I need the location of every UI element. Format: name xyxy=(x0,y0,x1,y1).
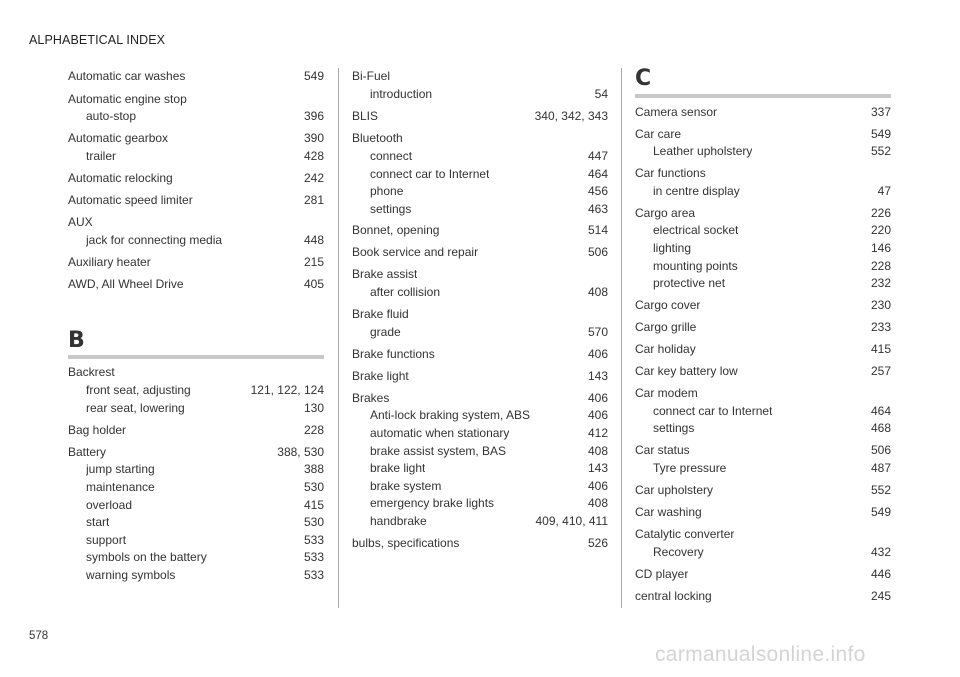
index-subentry xyxy=(653,420,891,436)
entry-page-ref[interactable]: 570 xyxy=(587,325,608,339)
entry-page-ref[interactable]: 230 xyxy=(870,298,891,312)
entry-term: maintenance xyxy=(86,480,155,494)
entry-page-ref[interactable]: 487 xyxy=(870,461,891,475)
entry-term: handbrake xyxy=(370,514,427,528)
index-entry xyxy=(635,319,891,335)
entry-term: Bi-Fuel xyxy=(352,69,391,83)
entry-term: symbols on the battery xyxy=(86,550,207,564)
entry-page-ref[interactable] xyxy=(318,364,324,380)
entry-page-ref[interactable] xyxy=(318,214,324,230)
entry-page-ref[interactable]: 228 xyxy=(303,423,324,437)
index-subentry xyxy=(370,443,608,459)
entry-term: CD player xyxy=(635,567,689,581)
index-subentry xyxy=(370,478,608,494)
entry-page-ref[interactable]: 130 xyxy=(303,401,324,415)
entry-term: jack for connecting media xyxy=(86,233,223,247)
index-entry xyxy=(635,566,891,582)
index-entry xyxy=(635,385,891,401)
index-entry xyxy=(68,68,324,84)
entry-page-ref[interactable]: 143 xyxy=(587,461,608,475)
index-subentry xyxy=(370,284,608,300)
index-subentry xyxy=(86,549,324,565)
entry-page-ref[interactable]: 405 xyxy=(303,277,324,291)
index-subentry xyxy=(653,143,891,159)
entry-term: AWD, All Wheel Drive xyxy=(68,277,184,291)
index-entry xyxy=(352,346,608,362)
index-entry xyxy=(68,444,324,460)
index-entry xyxy=(635,442,891,458)
entry-page-ref[interactable]: 257 xyxy=(870,364,891,378)
entry-term: in centre display xyxy=(653,184,740,198)
index-subentry xyxy=(370,148,608,164)
index-subentry xyxy=(653,275,891,291)
entry-page-ref[interactable]: 506 xyxy=(587,245,608,259)
entry-page-ref[interactable]: 456 xyxy=(587,184,608,198)
entry-page-ref[interactable]: 463 xyxy=(587,202,608,216)
entry-page-ref[interactable]: 506 xyxy=(870,443,891,457)
index-subentry xyxy=(370,201,608,217)
entry-term: Car upholstery xyxy=(635,483,714,497)
entry-term: overload xyxy=(86,498,133,512)
entry-page-ref[interactable]: 232 xyxy=(870,276,891,290)
entry-term: connect xyxy=(370,149,413,163)
index-entry xyxy=(68,254,324,270)
entry-term: protective net xyxy=(653,276,726,290)
entry-page-ref[interactable]: 533 xyxy=(303,568,324,582)
entry-term: settings xyxy=(370,202,412,216)
entry-term: Bluetooth xyxy=(352,131,403,145)
entry-term: Brakes xyxy=(352,391,390,405)
entry-term: brake light xyxy=(370,461,426,475)
entry-term: Car functions xyxy=(635,166,706,180)
index-subentry xyxy=(86,532,324,548)
entry-page-ref[interactable] xyxy=(885,526,891,542)
entry-page-ref[interactable]: 388, 530 xyxy=(277,445,324,459)
index-subentry xyxy=(86,108,324,124)
index-entry xyxy=(635,526,891,542)
entry-page-ref[interactable]: 408 xyxy=(587,444,608,458)
entry-term: Automatic car washes xyxy=(68,69,186,83)
index-entry xyxy=(635,104,891,120)
entry-page-ref[interactable]: 549 xyxy=(870,127,891,141)
entry-term: phone xyxy=(370,184,404,198)
entry-term: Cargo area xyxy=(635,206,696,220)
entry-page-ref[interactable]: 514 xyxy=(587,223,608,237)
index-subentry xyxy=(86,567,324,583)
entry-term: automatic when stationary xyxy=(370,426,510,440)
index-subentry xyxy=(653,222,891,238)
column-divider xyxy=(621,68,622,608)
entry-page-ref[interactable]: 242 xyxy=(303,171,324,185)
index-subentry xyxy=(86,400,324,416)
index-subentry xyxy=(653,403,891,419)
entry-page-ref[interactable] xyxy=(885,165,891,181)
index-subentry xyxy=(370,407,608,423)
index-entry xyxy=(68,91,324,107)
index-subentry xyxy=(653,544,891,560)
entry-term: trailer xyxy=(86,149,117,163)
entry-page-ref[interactable]: 526 xyxy=(587,536,608,550)
entry-term: bulbs, specifications xyxy=(352,536,460,550)
index-subentry xyxy=(653,183,891,199)
entry-term: Car status xyxy=(635,443,690,457)
entry-page-ref[interactable]: 549 xyxy=(303,69,324,83)
index-subentry xyxy=(653,460,891,476)
entry-page-ref[interactable]: 281 xyxy=(303,193,324,207)
entry-term: Bonnet, opening xyxy=(352,223,440,237)
entry-term: brake assist system, BAS xyxy=(370,444,507,458)
entry-page-ref[interactable]: 409, 410, 411 xyxy=(535,514,608,528)
index-entry xyxy=(352,68,608,84)
entry-term: Backrest xyxy=(68,365,115,379)
index-subentry xyxy=(653,240,891,256)
index-subentry xyxy=(370,495,608,511)
index-entry xyxy=(68,130,324,146)
entry-term: central locking xyxy=(635,589,712,603)
entry-term: Cargo cover xyxy=(635,298,701,312)
entry-term: lighting xyxy=(653,241,692,255)
entry-page-ref[interactable]: 121, 122, 124 xyxy=(250,383,324,397)
entry-page-ref[interactable]: 408 xyxy=(587,496,608,510)
index-subentry xyxy=(86,461,324,477)
entry-term: Book service and repair xyxy=(352,245,479,259)
section-rule xyxy=(68,355,324,359)
entry-page-ref[interactable]: 245 xyxy=(870,589,891,603)
entry-page-ref[interactable]: 340, 342, 343 xyxy=(534,109,608,123)
entry-term: Bag holder xyxy=(68,423,127,437)
index-entry xyxy=(352,535,608,551)
index-subentry xyxy=(86,232,324,248)
entry-term: Car key battery low xyxy=(635,364,738,378)
entry-term: Brake fluid xyxy=(352,307,409,321)
index-entry xyxy=(68,214,324,230)
index-subentry xyxy=(370,324,608,340)
entry-term: connect car to Internet xyxy=(653,404,773,418)
index-subentry xyxy=(86,514,324,530)
entry-page-ref[interactable]: 464 xyxy=(870,404,891,418)
entry-page-ref[interactable]: 533 xyxy=(303,550,324,564)
watermark: carmanualsonline.info xyxy=(655,643,866,666)
index-entry xyxy=(352,222,608,238)
index-entry xyxy=(352,108,608,124)
entry-term: Automatic gearbox xyxy=(68,131,169,145)
entry-term: Tyre pressure xyxy=(653,461,727,475)
index-subentry xyxy=(370,166,608,182)
entry-page-ref[interactable]: 228 xyxy=(870,259,891,273)
entry-term: Cargo grille xyxy=(635,320,697,334)
entry-page-ref[interactable]: 412 xyxy=(587,426,608,440)
index-entry xyxy=(635,165,891,181)
index-entry xyxy=(68,276,324,292)
entry-term: settings xyxy=(653,421,695,435)
entry-page-ref[interactable]: 406 xyxy=(587,479,608,493)
entry-page-ref[interactable]: 432 xyxy=(870,545,891,559)
entry-term: rear seat, lowering xyxy=(86,401,185,415)
index-entry xyxy=(68,364,324,380)
entry-term: Brake assist xyxy=(352,267,418,281)
entry-page-ref[interactable]: 415 xyxy=(870,342,891,356)
entry-page-ref[interactable]: 447 xyxy=(587,149,608,163)
section-letter-b: B xyxy=(68,328,85,353)
index-subentry xyxy=(370,86,608,102)
entry-page-ref[interactable]: 552 xyxy=(870,483,891,497)
index-subentry xyxy=(370,183,608,199)
entry-term: auto-stop xyxy=(86,109,137,123)
entry-page-ref[interactable]: 530 xyxy=(303,480,324,494)
entry-term: introduction xyxy=(370,87,433,101)
entry-term: connect car to Internet xyxy=(370,167,490,181)
entry-page-ref[interactable]: 428 xyxy=(303,149,324,163)
entry-page-ref[interactable]: 530 xyxy=(303,515,324,529)
index-entry xyxy=(68,192,324,208)
entry-term: Automatic speed limiter xyxy=(68,193,193,207)
entry-page-ref[interactable]: 406 xyxy=(587,391,608,405)
index-subentry xyxy=(86,382,324,398)
entry-page-ref[interactable]: 226 xyxy=(870,206,891,220)
index-subentry xyxy=(86,497,324,513)
entry-page-ref[interactable] xyxy=(602,306,608,322)
entry-term: electrical socket xyxy=(653,223,739,237)
entry-term: BLIS xyxy=(352,109,379,123)
index-entry xyxy=(635,297,891,313)
entry-page-ref[interactable]: 215 xyxy=(303,255,324,269)
index-entry xyxy=(635,504,891,520)
entry-term: Catalytic converter xyxy=(635,527,735,541)
index-subentry xyxy=(370,513,608,529)
entry-term: AUX xyxy=(68,215,93,229)
entry-page-ref[interactable] xyxy=(885,385,891,401)
entry-term: Brake light xyxy=(352,369,409,383)
entry-term: Brake functions xyxy=(352,347,435,361)
entry-term: mounting points xyxy=(653,259,738,273)
entry-term: Car washing xyxy=(635,505,702,519)
index-entry xyxy=(635,126,891,142)
index-entry xyxy=(352,306,608,322)
entry-term: Automatic engine stop xyxy=(68,92,187,106)
column-divider xyxy=(338,68,339,608)
index-subentry xyxy=(86,148,324,164)
entry-term: after collision xyxy=(370,285,441,299)
entry-page-ref[interactable]: 549 xyxy=(870,505,891,519)
entry-term: start xyxy=(86,515,110,529)
entry-page-ref[interactable]: 448 xyxy=(303,233,324,247)
entry-page-ref[interactable] xyxy=(602,68,608,84)
entry-term: emergency brake lights xyxy=(370,496,495,510)
entry-page-ref[interactable]: 468 xyxy=(870,421,891,435)
entry-page-ref[interactable]: 406 xyxy=(587,408,608,422)
entry-term: Camera sensor xyxy=(635,105,718,119)
entry-page-ref[interactable]: 396 xyxy=(303,109,324,123)
index-entry xyxy=(68,170,324,186)
section-rule xyxy=(635,94,891,98)
entry-term: Auxiliary heater xyxy=(68,255,151,269)
entry-term: Anti-lock braking system, ABS xyxy=(370,408,531,422)
entry-page-ref[interactable]: 220 xyxy=(870,223,891,237)
index-entry xyxy=(352,390,608,406)
entry-term: Car modem xyxy=(635,386,698,400)
index-entry xyxy=(635,588,891,604)
entry-term: Battery xyxy=(68,445,107,459)
entry-term: support xyxy=(86,533,127,547)
index-entry xyxy=(635,341,891,357)
index-entry xyxy=(352,244,608,260)
entry-page-ref[interactable]: 390 xyxy=(303,131,324,145)
entry-page-ref[interactable] xyxy=(602,266,608,282)
entry-page-ref[interactable]: 552 xyxy=(870,144,891,158)
entry-term: Leather upholstery xyxy=(653,144,753,158)
entry-page-ref[interactable]: 408 xyxy=(587,285,608,299)
entry-page-ref[interactable]: 54 xyxy=(594,87,608,101)
index-entry xyxy=(635,205,891,221)
index-entry xyxy=(635,363,891,379)
entry-term: Car holiday xyxy=(635,342,696,356)
index-subentry xyxy=(653,258,891,274)
entry-term: warning symbols xyxy=(86,568,176,582)
entry-term: Car care xyxy=(635,127,682,141)
index-subentry xyxy=(86,479,324,495)
entry-term: Automatic relocking xyxy=(68,171,173,185)
entry-term: Recovery xyxy=(653,545,704,559)
entry-page-ref[interactable]: 464 xyxy=(587,167,608,181)
entry-term: front seat, adjusting xyxy=(86,383,191,397)
section-letter-c: C xyxy=(635,66,652,91)
entry-page-ref[interactable]: 337 xyxy=(870,105,891,119)
entry-page-ref[interactable]: 233 xyxy=(870,320,891,334)
index-entry xyxy=(635,482,891,498)
index-entry xyxy=(352,266,608,282)
entry-term: brake system xyxy=(370,479,442,493)
entry-page-ref[interactable]: 446 xyxy=(870,567,891,581)
entry-page-ref[interactable]: 406 xyxy=(587,347,608,361)
page-number: 578 xyxy=(29,630,49,642)
entry-page-ref[interactable]: 146 xyxy=(870,241,891,255)
index-entry xyxy=(352,368,608,384)
page-header: ALPHABETICAL INDEX xyxy=(29,33,166,47)
entry-term: jump starting xyxy=(86,462,155,476)
entry-page-ref[interactable]: 533 xyxy=(303,533,324,547)
entry-page-ref[interactable]: 415 xyxy=(303,498,324,512)
entry-page-ref[interactable]: 388 xyxy=(303,462,324,476)
entry-page-ref[interactable] xyxy=(602,130,608,146)
entry-page-ref[interactable]: 143 xyxy=(587,369,608,383)
entry-page-ref[interactable] xyxy=(318,91,324,107)
index-subentry xyxy=(370,425,608,441)
index-entry xyxy=(68,422,324,438)
entry-page-ref[interactable]: 47 xyxy=(877,184,891,198)
index-subentry xyxy=(370,460,608,476)
entry-term: grade xyxy=(370,325,401,339)
index-entry xyxy=(352,130,608,146)
